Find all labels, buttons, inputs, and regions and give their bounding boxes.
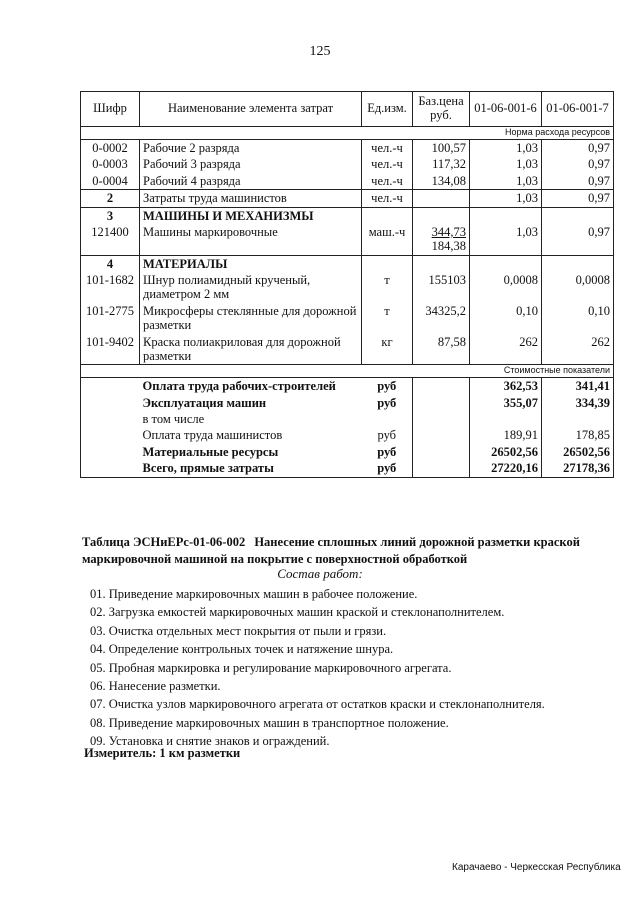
cost-value-2: 27178,36 (542, 460, 614, 477)
section-title: МАШИНЫ И МЕХАНИЗМЫ (140, 207, 362, 224)
row-price (413, 224, 470, 255)
cost-unit: руб (377, 395, 397, 410)
cost-value-2: 178,85 (542, 427, 614, 443)
row-price: 117,32 (413, 156, 470, 172)
row-code: 101-9402 (81, 334, 140, 365)
list-item: 06. Нанесение разметки. (90, 679, 221, 694)
table-header-row (81, 92, 614, 127)
row-unit: кг (362, 334, 413, 365)
cost-row (81, 427, 614, 443)
row-unit: маш.-ч (362, 224, 413, 255)
header-name: Наименование элемента затрат (140, 92, 362, 127)
cost-value-1: 362,53 (470, 378, 542, 395)
table-row (81, 272, 614, 303)
header-price-line1: Баз.цена (418, 94, 464, 109)
cost-row (81, 411, 614, 427)
row-code: 2 (81, 190, 140, 207)
section-code: 3 (81, 207, 140, 224)
page-footer: Карачаево - Черкесская Республика (452, 862, 621, 873)
row-name-line1: Микросферы стеклянные для дорожной (143, 303, 357, 318)
list-item: 04. Определение контрольных точек и натяжение шнура. (90, 642, 394, 657)
row-norm-1: 1,03 (470, 190, 542, 207)
norm-section-label: Норма расхода ресурсов (81, 127, 614, 140)
row-name-line2: разметки (143, 318, 192, 333)
header-norm-1: 01-06-001-6 (470, 92, 542, 127)
cost-row (81, 395, 614, 411)
row-name-line1: Краска полиакриловая для дорожной (143, 334, 341, 349)
row-code: 0-0004 (81, 173, 140, 190)
row-name: Машины маркировочные (140, 224, 362, 255)
cost-name: Эксплуатация машин (142, 395, 267, 410)
row-norm-2: 0,10 (542, 303, 614, 334)
section-title: МАТЕРИАЛЫ (140, 255, 362, 272)
list-item: 07. Очистка узлов маркировочного агрегата от остатков краски и стеклонаполнителя. (90, 697, 545, 712)
header-norm-2: 01-06-001-7 (542, 92, 614, 127)
row-norm-1: 262 (470, 334, 542, 365)
row-price: 34325,2 (413, 303, 470, 334)
row-name (140, 303, 362, 334)
table-row (81, 303, 614, 334)
row-price-main: 344,73 (431, 224, 466, 239)
row-price: 155103 (413, 272, 470, 303)
row-code: 101-1682 (81, 272, 140, 303)
cost-value-1: 26502,56 (470, 444, 542, 460)
row-norm-2: 262 (542, 334, 614, 365)
row-name: Рабочий 3 разряда (140, 156, 362, 172)
row-name-line1: Шнур полиамидный крученый, (143, 273, 311, 287)
table-row (81, 156, 614, 172)
header-code: Шифр (81, 92, 140, 127)
cost-name: Материальные ресурсы (142, 444, 279, 459)
resource-cost-table (80, 91, 614, 478)
cost-unit: руб (377, 444, 397, 459)
cost-unit: руб (377, 428, 397, 443)
table-row (81, 334, 614, 365)
row-unit: т (362, 303, 413, 334)
row-price: 134,08 (413, 173, 470, 190)
cost-value-1: 355,07 (470, 395, 542, 411)
cost-section-label: Стоимостные показатели (81, 365, 614, 378)
row-name: Рабочий 4 разряда (140, 173, 362, 190)
table-row (81, 140, 614, 157)
row-norm-2: 0,0008 (542, 272, 614, 303)
row-norm-2: 0,97 (542, 173, 614, 190)
row-price-secondary: 184,38 (431, 239, 466, 254)
list-item: 08. Приведение маркировочных машин в транспортное положение. (90, 715, 449, 730)
row-norm-2: 0,97 (542, 190, 614, 207)
list-item: 05. Пробная маркировка и регулирование маркировочного агрегата. (90, 660, 452, 675)
list-item: 03. Очистка отдельных мест покрытия от пыли и грязи. (90, 623, 387, 638)
list-item: 09. Установка и снятие знаков и ограждений. (90, 734, 330, 749)
row-price: 100,57 (413, 140, 470, 157)
row-code: 121400 (81, 224, 140, 255)
header-price (413, 92, 470, 127)
table-row (81, 224, 614, 255)
table-heading-text: Нанесение сплошных линий дорожной разметки краской маркировочной машиной на покрытие с поверхностной обработкой (82, 535, 580, 566)
operator-labor-row (81, 190, 614, 207)
materials-section-row (81, 255, 614, 272)
cost-name: Всего, прямые затраты (140, 460, 362, 477)
row-norm-1: 0,10 (470, 303, 542, 334)
row-unit: чел.-ч (362, 190, 413, 207)
cost-row (81, 378, 614, 395)
page-number: 125 (309, 44, 331, 59)
row-name: Рабочие 2 разряда (140, 140, 362, 157)
row-norm-1: 0,0008 (470, 272, 542, 303)
machines-section-row (81, 207, 614, 224)
header-unit: Ед.изм. (362, 92, 413, 127)
cost-unit: руб (362, 460, 413, 477)
row-norm-1: 1,03 (470, 156, 542, 172)
row-name (140, 272, 362, 303)
cost-name: в том числе (142, 412, 205, 426)
norm-section-row (81, 127, 614, 140)
row-unit: чел.-ч (362, 156, 413, 172)
row-unit: т (362, 272, 413, 303)
cost-unit: руб (377, 379, 397, 394)
row-code: 101-2775 (81, 303, 140, 334)
row-price: 87,58 (413, 334, 470, 365)
operations-title: Состав работ: (277, 566, 363, 581)
row-name-line2: диаметром 2 мм (143, 287, 230, 302)
cost-value-2: 334,39 (542, 395, 614, 411)
row-name-line2: разметки (143, 348, 192, 363)
row-norm-2: 0,97 (542, 140, 614, 157)
row-norm-1: 1,03 (470, 140, 542, 157)
row-norm-2: 0,97 (542, 156, 614, 172)
cost-value-2: 26502,56 (542, 444, 614, 460)
row-norm-1: 1,03 (470, 224, 542, 255)
unit-of-measure: Измеритель: 1 км разметки (84, 746, 241, 760)
row-name: Затраты труда машинистов (140, 190, 362, 207)
row-code: 0-0002 (81, 140, 140, 157)
row-unit: чел.-ч (362, 173, 413, 190)
cost-total-row (81, 460, 614, 477)
list-item: 02. Загрузка емкостей маркировочных машин краской и стеклонаполнителем. (90, 605, 505, 620)
row-unit: чел.-ч (362, 140, 413, 157)
cost-name: Оплата труда машинистов (142, 428, 283, 443)
row-norm-2: 0,97 (542, 224, 614, 255)
section-code: 4 (81, 255, 140, 272)
table-heading-label: Таблица ЭСНиЕРс-01-06-002 (82, 535, 246, 549)
row-name (140, 334, 362, 365)
cost-value-1: 27220,16 (470, 460, 542, 477)
cost-name: Оплата труда рабочих-строителей (142, 379, 336, 394)
row-price (413, 190, 470, 207)
cost-value-2: 341,41 (542, 378, 614, 395)
row-code: 0-0003 (81, 156, 140, 172)
operations-list (90, 585, 610, 751)
cost-section-row (81, 365, 614, 378)
list-item: 01. Приведение маркировочных машин в рабочее положение. (90, 587, 418, 601)
table-heading (82, 534, 612, 568)
cost-row (81, 444, 614, 460)
header-price-line2: руб. (430, 108, 452, 122)
table-row (81, 173, 614, 190)
row-norm-1: 1,03 (470, 173, 542, 190)
cost-value-1: 189,91 (470, 427, 542, 443)
